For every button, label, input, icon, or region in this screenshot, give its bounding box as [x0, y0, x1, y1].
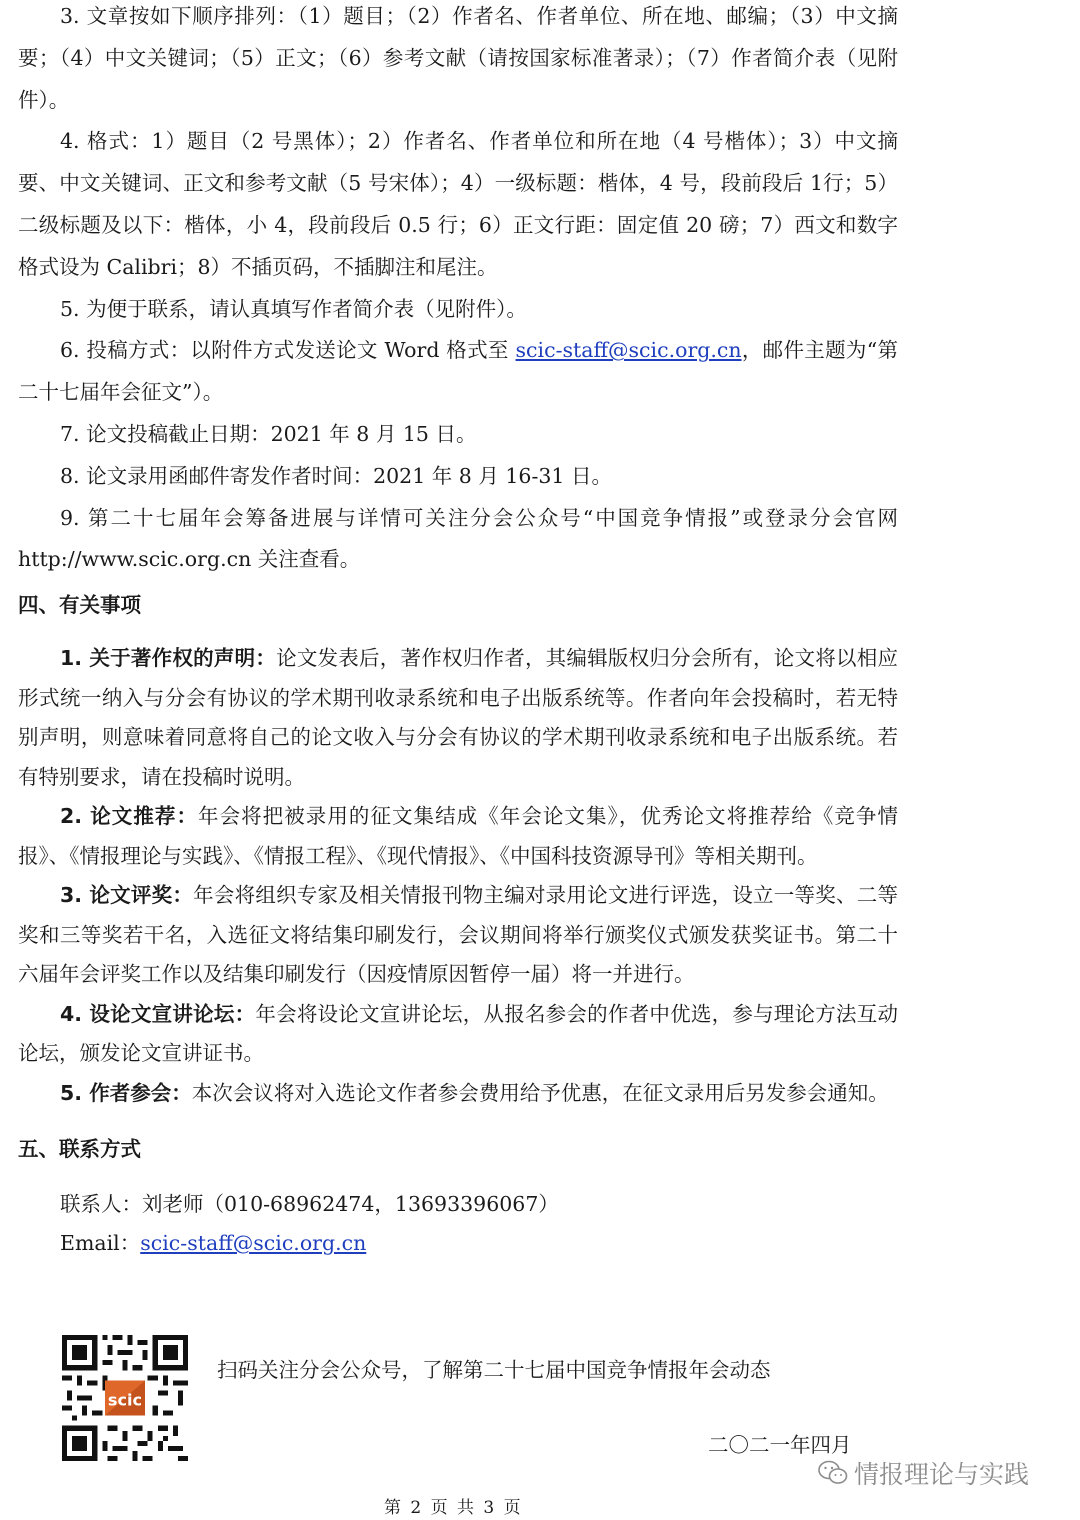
- requirement-item-6: 6. 投稿方式：以附件方式发送论文 Word 格式至 scic-staff@scic.org.cn，邮件主题为“第二十七届年会征文”）。: [18, 338, 898, 405]
- notice-paragraph-attendance: 5. 作者参会：本次会议将对入选论文作者参会费用给予优惠，在征文录用后另发参会通知。: [60, 1080, 889, 1105]
- section-5-heading: 五、联系方式: [18, 1137, 141, 1162]
- contact-email-link[interactable]: scic-staff@scic.org.cn: [140, 1231, 367, 1256]
- wechat-icon: [818, 1460, 848, 1486]
- qr-caption: 扫码关注分会公众号，了解第二十七届中国竞争情报年会动态: [217, 1358, 771, 1382]
- requirement-item-8: 8. 论文录用函邮件寄发作者时间：2021 年 8 月 16-31 日。: [60, 463, 612, 488]
- qr-logo-text: scic: [107, 1390, 143, 1410]
- section-4-heading: 四、有关事项: [18, 593, 141, 618]
- watermark-text: 情报理论与实践: [854, 1460, 1030, 1489]
- document-body: [18, 0, 898, 1263]
- contact-person: 联系人：刘老师（010-68962474，13693396067）: [60, 1192, 559, 1217]
- requirement-item-5: 5. 为便于联系，请认真填写作者简介表（见附件）。: [60, 296, 527, 321]
- requirement-item-9: 9. 第二十七届年会筹备进展与详情可关注分会公众号“中国竞争情报”或登录分会官网 http://www.scic.org.cn 关注查看。: [18, 505, 898, 572]
- notice-paragraph-awards: 3. 论文评奖：年会将组织专家及相关情报刊物主编对录用论文进行评选，设立一等奖、二等奖和三等奖若干名，入选征文将结集印刷发行，会议期间将举行颁奖仪式颁发获奖证书。第二十六届年会评奖工作以及结集印刷发行（因疫情原因暂停一届）将一并进行。: [18, 883, 898, 987]
- requirement-item-4: 4. 格式：1）题目（2 号黑体）；2）作者名、作者单位和所在地（4 号楷体）；3）中文摘要、中文关键词、正文和参考文献（5 号宋体）；4）一级标题：楷体，4 号，段前段后 1行；5）二级标题及以下：楷体，小 4，段前段后 0.5 行；6）正文行距：固定值 20 磅；7）西文和数字格式设为 Calibri；8）不插页码，不插脚注和尾注。: [18, 129, 898, 279]
- requirement-item-7: 7. 论文投稿截止日期：2021 年 8 月 15 日。: [60, 421, 477, 446]
- notice-paragraph-copyright: 1. 关于著作权的声明：论文发表后，著作权归作者，其编辑版权归分会所有，论文将以相应形式统一纳入与分会有协议的学术期刊收录系统和电子出版系统等。作者向年会投稿时，若无特别声明，则意味着同意将自己的论文收入与分会有协议的学术期刊收录系统和电子出版系统。若有特别要求，请在投稿时说明。: [18, 646, 898, 789]
- qr-code-icon[interactable]: [62, 1335, 188, 1461]
- notice-paragraph-recommendation: 2. 论文推荐：年会将把被录用的征文集结成《年会论文集》，优秀论文将推荐给《竞争情报》、《情报理论与实践》、《情报工程》、《现代情报》、《中国科技资源导刊》等相关期刊。: [18, 804, 898, 868]
- page-footer: 第 2 页 共 3 页: [384, 1498, 523, 1518]
- requirement-item-3: 3. 文章按如下顺序排列：（1）题目；（2）作者名、作者单位、所在地、邮编；（3）中文摘要；（4）中文关键词；（5）正文；（6）参考文献（请按国家标准著录）；（7）作者简介表（见附件）。: [18, 4, 898, 112]
- watermark: [818, 1455, 1029, 1491]
- notice-paragraph-forum: 4. 设论文宣讲论坛：年会将设论文宣讲论坛，从报名参会的作者中优选，参与理论方法互动论坛，颁发论文宣讲证书。: [18, 1001, 898, 1066]
- contact-email: Email：scic-staff@scic.org.cn: [60, 1231, 367, 1256]
- issue-date: 二〇二一年四月: [708, 1433, 852, 1457]
- submission-email-link[interactable]: scic-staff@scic.org.cn: [515, 338, 742, 363]
